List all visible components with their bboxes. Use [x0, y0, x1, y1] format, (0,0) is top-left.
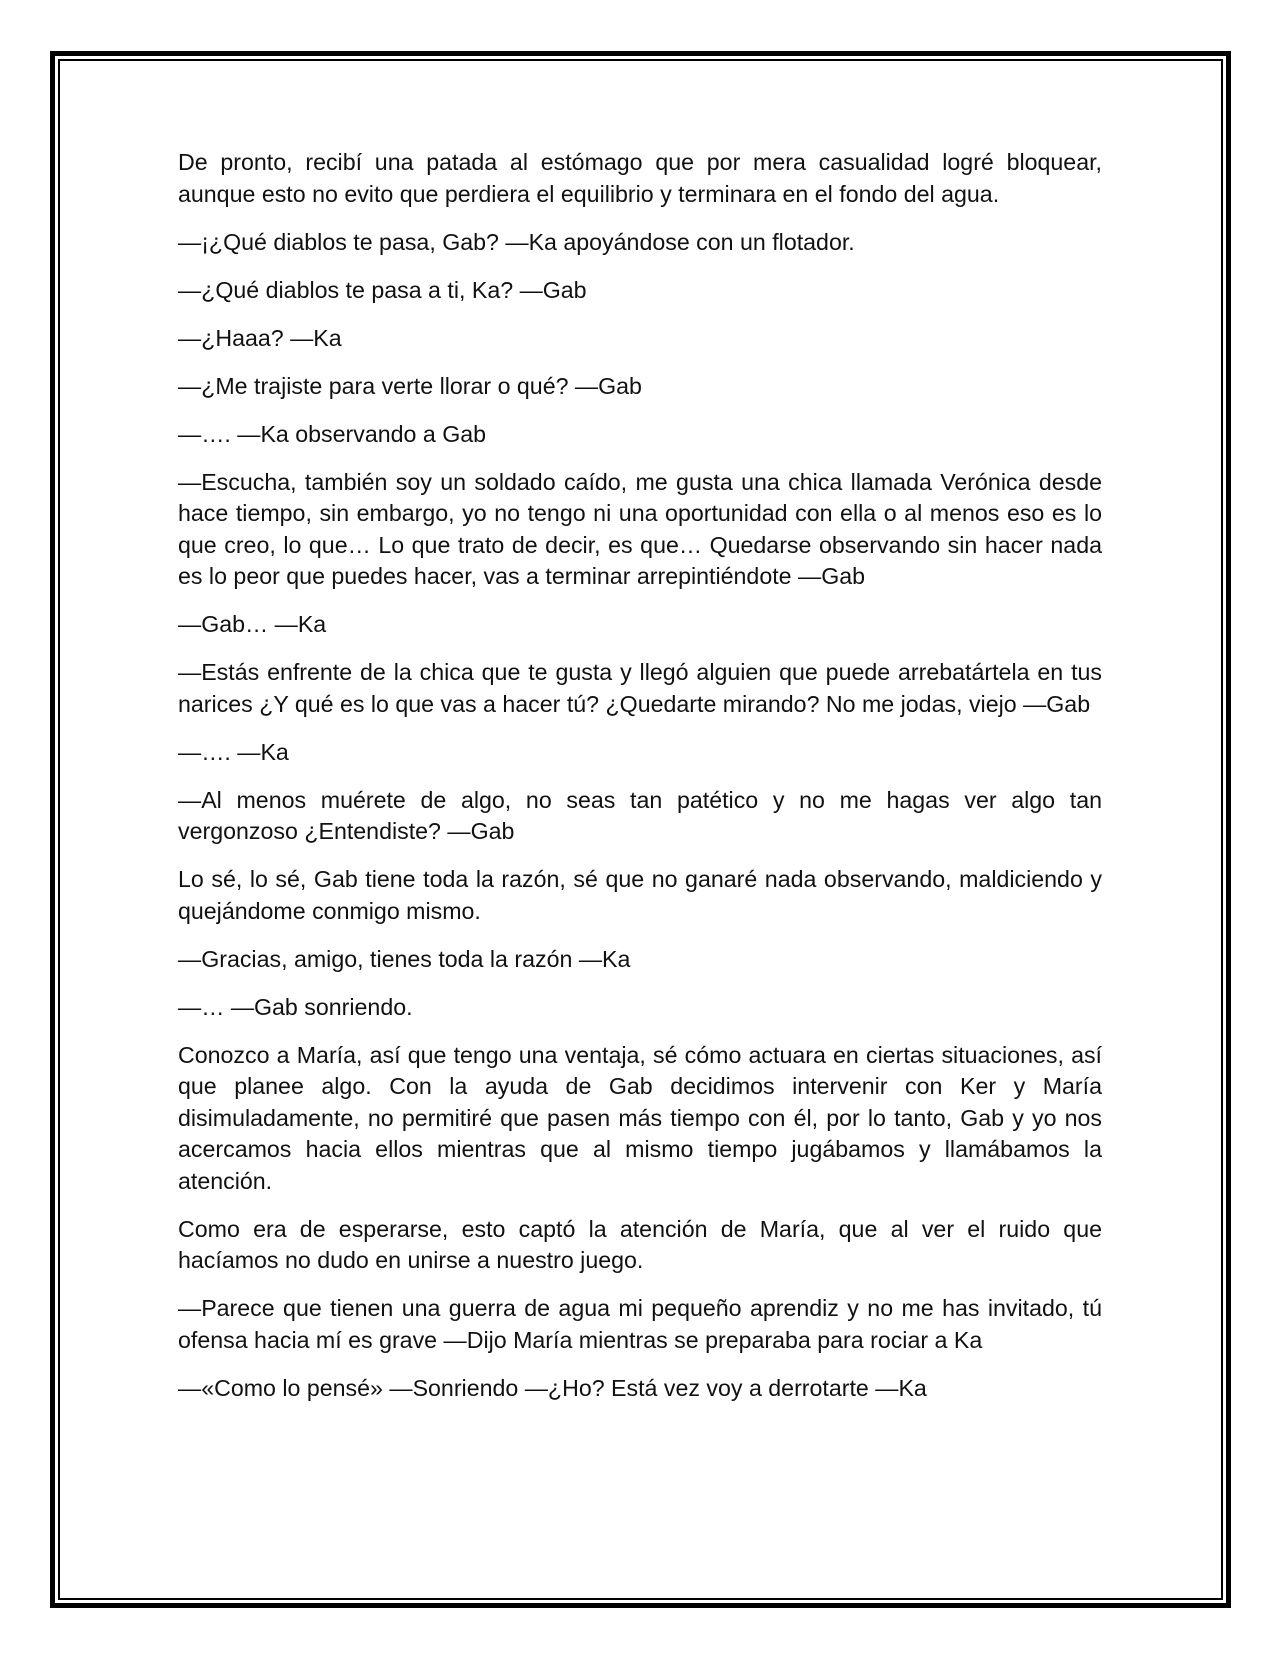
paragraph-dialogue: —Estás enfrente de la chica que te gusta y llegó alguien que puede arrebatártela en tus narices ¿Y qué es lo que vas a hacer tú? ¿Quedarte mirando? No me jodas, viejo —Gab	[178, 659, 1102, 717]
paragraph-dialogue: —…. —Ka observando a Gab	[178, 420, 487, 447]
paragraph-dialogue: —Gracias, amigo, tienes toda la razón —Ka	[178, 945, 631, 972]
paragraph-narration: Lo sé, lo sé, Gab tiene toda la razón, sé que no ganaré nada observando, maldiciendo y quejándome conmigo mismo.	[178, 866, 1102, 924]
paragraph-dialogue: —¿Me trajiste para verte llorar o qué? —Gab	[178, 372, 642, 399]
paragraph-dialogue: —Parece que tienen una guerra de agua mi pequeño aprendiz y no me has invitado, tú ofensa hacia mí es grave —Dijo María mientras se preparaba para rociar a Ka	[178, 1295, 1102, 1353]
paragraph-dialogue: —Al menos muérete de algo, no seas tan patético y no me hagas ver algo tan vergonzoso ¿Entendiste? —Gab	[178, 786, 1102, 844]
paragraph-narration: De pronto, recibí una patada al estómago que por mera casualidad logré bloquear, aunque esto no evito que perdiera el equilibrio y terminara en el fondo del agua.	[178, 149, 1102, 207]
paragraph-dialogue: —¿Haaa? —Ka	[178, 324, 342, 351]
paragraph-narration: Conozco a María, así que tengo una ventaja, sé cómo actuara en ciertas situaciones, así que planee algo. Con la ayuda de Gab decidimos intervenir con Ker y María disimuladamente, no permitiré que pasen más tiempo con él, por lo tanto, Gab y yo nos acercamos hacia ellos mientras que al mismo tiempo jugábamos y llamábamos la atención.	[178, 1041, 1102, 1194]
paragraph-dialogue: —Escucha, también soy un soldado caído, me gusta una chica llamada Verónica desde hace tiempo, sin embargo, yo no tengo ni una oportunidad con ella o al menos eso es lo que creo, lo que… Lo que trato de decir, es que… Quedarse observando sin hacer nada es lo peor que puedes hacer, vas a terminar arrepintiéndote —Gab	[178, 468, 1102, 589]
paragraph-narration: Como era de esperarse, esto captó la atención de María, que al ver el ruido que hacíamos no dudo en unirse a nuestro juego.	[178, 1215, 1102, 1273]
paragraph-dialogue: —…. —Ka	[178, 738, 289, 765]
paragraph-dialogue: —«Como lo pensé» —Sonriendo —¿Ho? Está vez voy a derrotarte —Ka	[178, 1374, 927, 1401]
paragraph-dialogue: —Gab… —Ka	[178, 611, 327, 637]
paragraph-dialogue: —¿Qué diablos te pasa a ti, Ka? —Gab	[178, 276, 587, 303]
paragraph-dialogue: —¡¿Qué diablos te pasa, Gab? —Ka apoyándose con un flotador.	[178, 228, 855, 255]
paragraph-dialogue: —… —Gab sonriendo.	[178, 993, 413, 1020]
document-body	[178, 147, 1102, 1421]
